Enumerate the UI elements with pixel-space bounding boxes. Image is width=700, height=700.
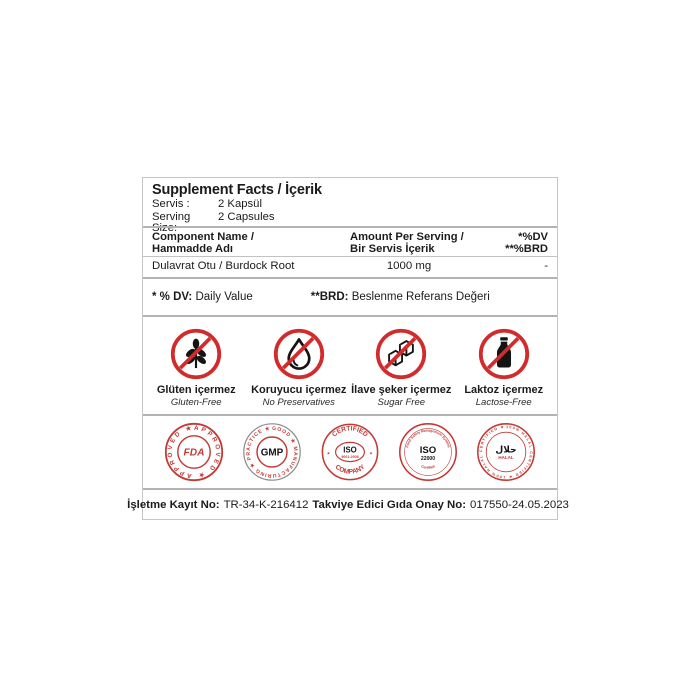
dv-footnote: * % DV: Daily Value	[152, 291, 253, 303]
no-preservatives-tile	[248, 323, 351, 414]
kayit-value: TR-34-K-216412	[223, 498, 309, 511]
gluten-free-subtitle: Gluten-Free	[170, 396, 222, 408]
svg-text:GMP: GMP	[260, 447, 284, 459]
svg-text:HALAL: HALAL	[498, 455, 514, 461]
registration-section	[127, 488, 569, 519]
table-row	[143, 256, 557, 277]
halal-badge	[476, 422, 536, 482]
svg-text:ISO: ISO	[343, 445, 357, 455]
sugar-free-subtitle: Sugar Free	[377, 396, 426, 408]
brd-footnote: **BRD: Beslenme Referans Değeri	[310, 291, 490, 303]
kayit-label: İşletme Kayıt No:	[127, 498, 220, 511]
svg-text:COMPANY: COMPANY	[333, 463, 367, 476]
iso-22000-badge	[398, 422, 458, 482]
sugar-free-title: İlave şeker içermez	[351, 384, 452, 396]
table-header	[143, 226, 557, 256]
gluten-free-title: Glüten içermez	[156, 384, 236, 396]
svg-text:GOOD ★ MANUFACTURING ★ PRACTIC: GOOD ★ MANUFACTURING ★ PRACTICE ★	[245, 425, 299, 479]
svg-text:★: ★	[369, 450, 373, 456]
free-from-section	[143, 315, 557, 414]
svg-text:CERTIFIED: CERTIFIED	[331, 425, 369, 439]
servis-label: Servis :	[152, 198, 190, 210]
ingredient-dv: -	[544, 260, 548, 272]
ingredient-name: Dulavrat Otu / Burdock Root	[152, 260, 295, 272]
svg-text:9001:2008: 9001:2008	[341, 455, 359, 459]
amount-column-header: Amount Per Serving / Bir Servis İçerik	[350, 231, 464, 255]
fda-approved-badge	[164, 422, 224, 482]
no-preservatives-subtitle: No Preservatives	[262, 396, 335, 408]
no-preservatives-title: Koruyucu içermez	[251, 384, 347, 396]
lactose-free-title: Laktoz içermez	[464, 384, 544, 396]
supplement-facts-label	[127, 177, 569, 520]
svg-text:APPROVED ★ APPROVED ★: APPROVED ★ APPROVED ★	[166, 424, 222, 480]
ingredient-amount: 1000 mg	[386, 260, 432, 272]
label-title: Supplement Facts / İçerik	[152, 182, 322, 198]
serving-size-value: 2 Capsules	[218, 210, 275, 223]
svg-text:★: ★	[326, 450, 331, 456]
no-lactose-icon	[477, 327, 531, 381]
lactose-free-tile	[453, 323, 556, 414]
svg-text:FDA: FDA	[183, 447, 205, 459]
svg-text:Certified: Certified	[420, 464, 436, 470]
gluten-free-tile	[145, 323, 248, 414]
dv-column-header: *%DV **%BRD	[505, 231, 548, 255]
serving-size-label: Serving Size:	[152, 210, 191, 234]
svg-text:ISO: ISO	[419, 445, 437, 457]
svg-text:حلال: حلال	[495, 445, 517, 456]
svg-text:22000: 22000	[420, 455, 436, 462]
no-gluten-icon	[169, 327, 223, 381]
certification-section	[143, 414, 557, 488]
title-section	[143, 178, 557, 234]
servis-row	[152, 199, 548, 211]
svg-text:100% HALAL CERTIFIED ★ 100% HA: 100% HALAL CERTIFIED ★ 100% HALAL CERTIFIED ★	[478, 424, 534, 480]
iso-9001-badge	[320, 422, 380, 482]
onay-value: 017550-24.05.2023	[470, 498, 569, 511]
lactose-free-subtitle: Lactose-Free	[475, 396, 532, 408]
gmp-badge	[242, 422, 302, 482]
onay-label: Takviye Edici Gıda Onay No:	[312, 498, 467, 511]
footnote-section	[143, 277, 557, 315]
sugar-free-tile	[350, 323, 453, 414]
servis-value: 2 Kapsül	[218, 198, 262, 210]
svg-text:Food Safety Management System: Food Safety Management System	[405, 428, 451, 449]
component-column-header: Component Name / Hammadde Adı	[152, 231, 254, 255]
no-sugar-icon	[374, 327, 428, 381]
no-preservatives-icon	[272, 327, 326, 381]
